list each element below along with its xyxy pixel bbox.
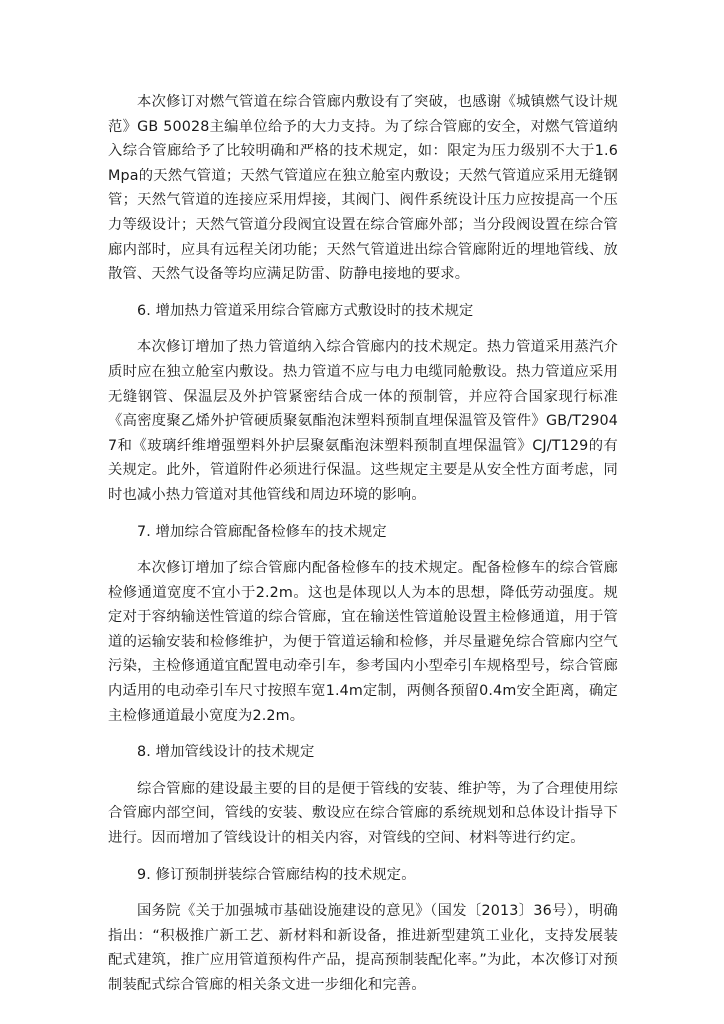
spacer	[108, 887, 618, 899]
paragraph-prefabricated-structure: 国务院《关于加强城市基础设施建设的意见》（国发〔2013〕36号），明确指出：“积极推广新工艺、新材料和新设备，推进新型建筑工业化，支持发展装配式建筑，推广应用管道预构件产品，提高预制装配化率。”为此，本次修订对预制装配式综合管廊的相关条文进一步细化和完善。	[108, 903, 618, 993]
spacer	[108, 544, 618, 556]
spacer	[108, 851, 618, 863]
paragraph-gas-pipeline: 本次修订对燃气管道在综合管廊内敷设有了突破，也感谢《城镇燃气设计规范》GB 50028主编单位给予的大力支持。为了综合管廊的安全，对燃气管道纳入综合管廊给予了比较明确和严格的技术规定，如：限定为压力级别不大于1.6Mpa的天然气管道；天然气管道应在独立舱室内敷设；天然气管道应采用无缝钢管；天然气管道的连接应采用焊接，其阀门、阀件系统设计压力应按提高一个压力等级设计；天然气管道分段阀宜设置在综合管廊外部；当分段阀设置在综合管廊内部时，应具有远程关闭功能；天然气管道进出综合管廊附近的埋地管线、放散管、天然气设备等均应满足防雷、防静电接地的要求。	[108, 94, 618, 283]
paragraph-heat-pipeline: 本次修订增加了热力管道纳入综合管廊内的技术规定。热力管道采用蒸汽介质时应在独立舱室内敷设。热力管道不应与电力电缆同舱敷设。热力管道应采用无缝钢管、保温层及外护管紧密结合成一体的预制管，并应符合国家现行标准《高密度聚乙烯外护管硬质聚氨酯泡沫塑料预制直埋保温管及管件》GB/T29047和《玻璃纤维增强塑料外护层聚氨酯泡沫塑料预制直埋保温管》CJ/T129的有关规定。此外，管道附件必须进行保温。这些规定主要是从安全性方面考虑，同时也减小热力管道对其他管线和周边环境的影响。	[108, 339, 618, 503]
heading-section-6: 6. 增加热力管道采用综合管廊方式敷设时的技术规定	[137, 302, 474, 319]
heading-section-7: 7. 增加综合管廊配备检修车的技术规定	[137, 523, 387, 540]
spacer	[108, 508, 618, 520]
spacer	[108, 287, 618, 299]
heading-section-8: 8. 增加管线设计的技术规定	[137, 744, 315, 761]
paragraph-maintenance-vehicle: 本次修订增加了综合管廊内配备检修车的技术规定。配备检修车的综合管廊检修通道宽度不宜小于2.2m。这也是体现以人为本的思想，降低劳动强度。规定对于容纳输送性管道的综合管廊，宜在输送性管道舱设置主检修通道，用于管道的运输安装和检修维护，为便于管道运输和检修，并尽量避免综合管廊内空气污染，主检修通道宜配置电动牵引车，参考国内小型牵引车规格型号，综合管廊内适用的电动牵引车尺寸按照车宽1.4m定制，两侧各预留0.4m安全距离，确定主检修通道最小宽度为2.2m。	[108, 560, 618, 724]
heading-section-9: 9. 修订预制拼装综合管廊结构的技术规定。	[137, 866, 416, 883]
spacer	[108, 323, 618, 335]
document-body	[108, 90, 618, 998]
spacer	[108, 765, 618, 777]
paragraph-pipeline-design: 综合管廊的建设最主要的目的是便于管线的安装、维护等，为了合理使用综合管廊内部空间，管线的安装、敷设应在综合管廊的系统规划和总体设计指导下进行。因而增加了管线设计的相关内容，对管线的空间、材料等进行约定。	[108, 780, 618, 847]
spacer	[108, 728, 618, 740]
